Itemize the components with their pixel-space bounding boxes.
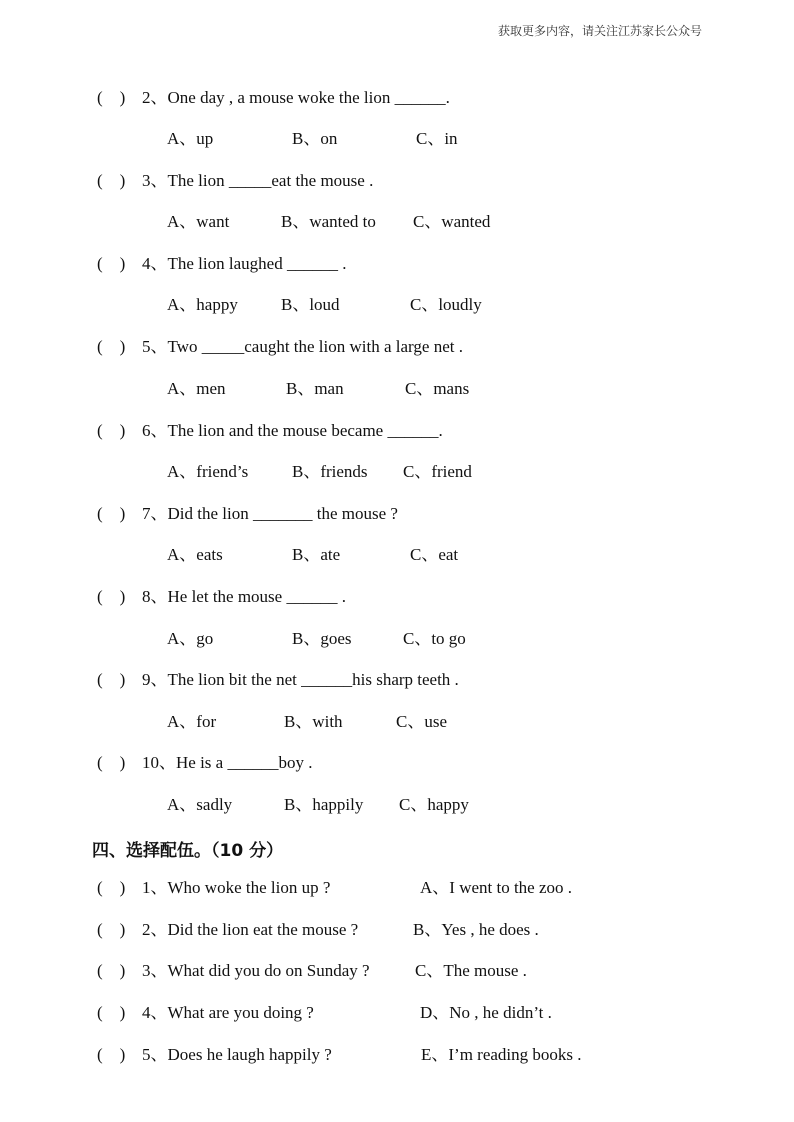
option-c[interactable]: C、loudly — [410, 295, 482, 314]
question-stem: 9、The lion bit the net ______his sharp teeth . — [142, 670, 459, 689]
question-8 — [97, 588, 346, 605]
option-a[interactable]: A、for — [167, 712, 217, 731]
matching-item-1 — [97, 878, 573, 897]
option-a[interactable]: A、eats — [167, 545, 223, 564]
matching-answer: A、I went to the zoo . — [420, 878, 573, 897]
answer-bracket[interactable]: ( ) — [97, 171, 126, 190]
matching-item-3 — [97, 961, 527, 980]
option-a[interactable]: A、men — [167, 379, 226, 398]
matching-item-5 — [97, 1045, 582, 1064]
answer-bracket[interactable]: ( ) — [97, 88, 126, 107]
option-a[interactable]: A、happy — [167, 295, 238, 314]
question-5 — [97, 338, 463, 355]
option-a[interactable]: A、up — [167, 129, 214, 148]
answer-bracket[interactable]: ( ) — [97, 337, 126, 356]
matching-question: 2、Did the lion eat the mouse ? — [142, 920, 359, 939]
question-stem: 3、The lion _____eat the mouse . — [142, 171, 374, 190]
option-b[interactable]: B、wanted to — [281, 212, 376, 231]
option-a[interactable]: A、want — [167, 212, 230, 231]
question-stem: 7、Did the lion _______ the mouse ? — [142, 504, 398, 523]
question-stem: 8、He let the mouse ______ . — [142, 587, 346, 606]
option-b[interactable]: B、ate — [292, 545, 341, 564]
answer-bracket[interactable]: ( ) — [97, 753, 126, 772]
question-stem: 10、He is a ______boy . — [142, 753, 313, 772]
option-c[interactable]: C、to go — [403, 629, 466, 648]
option-c[interactable]: C、friend — [403, 462, 472, 481]
option-c[interactable]: C、eat — [410, 545, 459, 564]
answer-bracket[interactable]: ( ) — [97, 421, 126, 440]
matching-question: 4、What are you doing ? — [142, 1003, 314, 1022]
option-c[interactable]: C、wanted — [413, 212, 491, 231]
matching-question: 1、Who woke the lion up ? — [142, 878, 331, 897]
option-c[interactable]: C、in — [416, 129, 458, 148]
matching-answer: C、The mouse . — [415, 961, 527, 980]
answer-bracket[interactable]: ( ) — [97, 1003, 126, 1022]
question-7 — [97, 505, 398, 522]
option-c[interactable]: C、mans — [405, 379, 470, 398]
matching-answer: D、No , he didn’t . — [420, 1003, 552, 1022]
question-4 — [97, 255, 346, 272]
option-b[interactable]: B、friends — [292, 462, 368, 481]
option-a[interactable]: A、sadly — [167, 795, 233, 814]
question-2 — [97, 89, 450, 106]
matching-item-4 — [97, 1003, 552, 1022]
option-c[interactable]: C、use — [396, 712, 447, 731]
question-3 — [97, 172, 373, 189]
option-a[interactable]: A、friend’s — [167, 462, 249, 481]
option-b[interactable]: B、loud — [281, 295, 340, 314]
question-10 — [97, 754, 312, 771]
question-stem: 4、The lion laughed ______ . — [142, 254, 347, 273]
answer-bracket[interactable]: ( ) — [97, 587, 126, 606]
option-b[interactable]: B、with — [284, 712, 343, 731]
option-b[interactable]: B、goes — [292, 629, 352, 648]
answer-bracket[interactable]: ( ) — [97, 670, 126, 689]
option-b[interactable]: B、on — [292, 129, 338, 148]
answer-bracket[interactable]: ( ) — [97, 878, 126, 897]
question-stem: 6、The lion and the mouse became ______. — [142, 421, 443, 440]
answer-bracket[interactable]: ( ) — [97, 961, 126, 980]
option-b[interactable]: B、happily — [284, 795, 364, 814]
question-9 — [97, 671, 459, 688]
matching-question: 5、Does he laugh happily ? — [142, 1045, 332, 1064]
option-c[interactable]: C、happy — [399, 795, 469, 814]
page-header-text: 获取更多内容，请关注江苏家长公众号 — [497, 24, 702, 38]
answer-bracket[interactable]: ( ) — [97, 1045, 126, 1064]
question-stem: 2、One day , a mouse woke the lion ______. — [142, 88, 450, 107]
question-stem: 5、Two _____caught the lion with a large net . — [142, 337, 463, 356]
matching-question: 3、What did you do on Sunday ? — [142, 961, 370, 980]
answer-bracket[interactable]: ( ) — [97, 920, 126, 939]
answer-bracket[interactable]: ( ) — [97, 504, 126, 523]
section-4-title: 四、选择配伍。（10 分） — [92, 841, 284, 861]
matching-item-2 — [97, 920, 539, 939]
answer-bracket[interactable]: ( ) — [97, 254, 126, 273]
matching-answer: B、Yes , he does . — [413, 920, 539, 939]
question-6 — [97, 422, 443, 439]
matching-answer: E、I’m reading books . — [421, 1045, 582, 1064]
option-b[interactable]: B、man — [286, 379, 344, 398]
option-a[interactable]: A、go — [167, 629, 214, 648]
